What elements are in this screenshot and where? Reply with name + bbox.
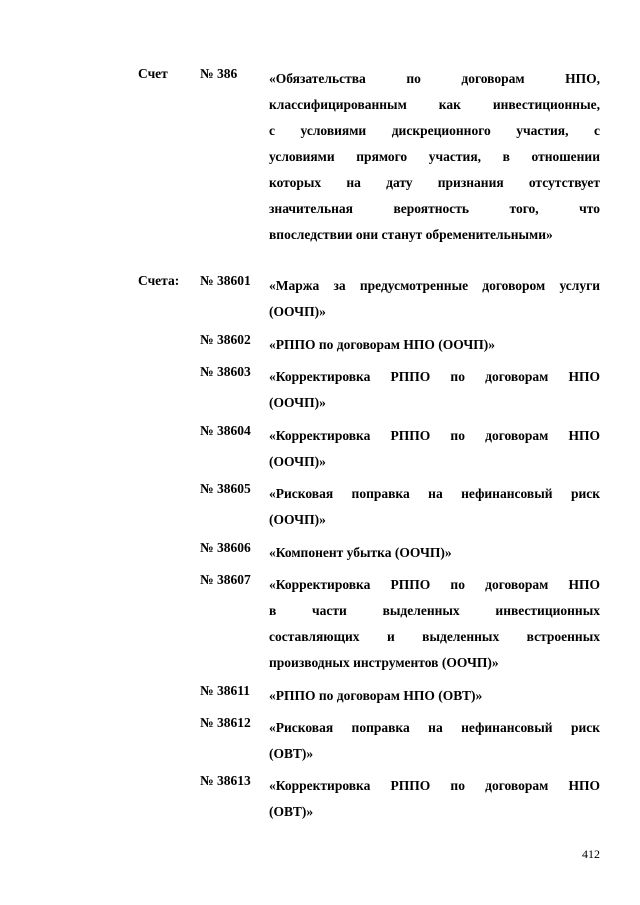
text-line: «Рисковая поправка на нефинансовый риск: [269, 720, 600, 735]
subaccounts-label: Счета:: [138, 273, 180, 288]
subaccount-title: [269, 540, 600, 566]
text-line: «Обязательства по договорам НПО,: [269, 71, 600, 86]
subaccount-number: № 38606: [200, 540, 251, 555]
page-number: 412: [582, 847, 600, 861]
text-line: «Корректировка РППО по договорам НПО: [269, 369, 600, 384]
text-line: производных инструментов (ООЧП)»: [269, 655, 499, 670]
text-line: условиями прямого участия, в отношении: [269, 149, 600, 164]
text-line: с условиями дискреционного участия, с: [269, 123, 600, 138]
text-line: (ООЧП)»: [269, 512, 326, 527]
text-line: «Корректировка РППО по договорам НПО: [269, 778, 600, 793]
subaccount-number: № 38603: [200, 364, 251, 379]
account-title: [269, 66, 600, 248]
text-line: (ООЧП)»: [269, 454, 326, 469]
subaccount-title: [269, 273, 600, 325]
subaccount-title: [269, 773, 600, 825]
subaccount-title: [269, 423, 600, 475]
text-line: (ООЧП)»: [269, 304, 326, 319]
text-line: «Корректировка РППО по договорам НПО: [269, 577, 600, 592]
subaccount-title: [269, 481, 600, 533]
text-line: значительная вероятность того, что: [269, 201, 600, 216]
text-line: (ОВТ)»: [269, 746, 314, 761]
subaccount-number: № 38611: [200, 683, 250, 698]
subaccount-number: № 38602: [200, 332, 251, 347]
subaccount-title: [269, 715, 600, 767]
subaccount-title: [269, 683, 600, 709]
subaccount-number: № 38604: [200, 423, 251, 438]
text-line: впоследствии они станут обременительными»: [269, 227, 553, 242]
subaccount-title: [269, 572, 600, 676]
text-line: «Корректировка РППО по договорам НПО: [269, 428, 600, 443]
subaccount-number: № 38607: [200, 572, 251, 587]
text-line: (ООЧП)»: [269, 395, 326, 410]
subaccount-number: № 38605: [200, 481, 251, 496]
text-line: «Рисковая поправка на нефинансовый риск: [269, 486, 600, 501]
subaccount-number: № 38601: [200, 273, 251, 288]
text-line: классифицированным как инвестиционные,: [269, 97, 600, 112]
subaccount-title: [269, 364, 600, 416]
text-line: «РППО по договорам НПО (ОВТ)»: [269, 688, 483, 703]
account-label: Счет: [138, 66, 168, 81]
account-number: № 386: [200, 66, 238, 81]
subaccount-number: № 38613: [200, 773, 251, 788]
subaccount-number: № 38612: [200, 715, 251, 730]
text-line: составляющих и выделенных встроенных: [269, 629, 600, 644]
text-line: в части выделенных инвестиционных: [269, 603, 600, 618]
text-line: «Компонент убытка (ООЧП)»: [269, 545, 452, 560]
subaccount-title: [269, 332, 600, 358]
text-line: (ОВТ)»: [269, 804, 314, 819]
text-line: которых на дату признания отсутствует: [269, 175, 600, 190]
text-line: «Маржа за предусмотренные договором услуги: [269, 278, 600, 293]
text-line: «РППО по договорам НПО (ООЧП)»: [269, 337, 496, 352]
